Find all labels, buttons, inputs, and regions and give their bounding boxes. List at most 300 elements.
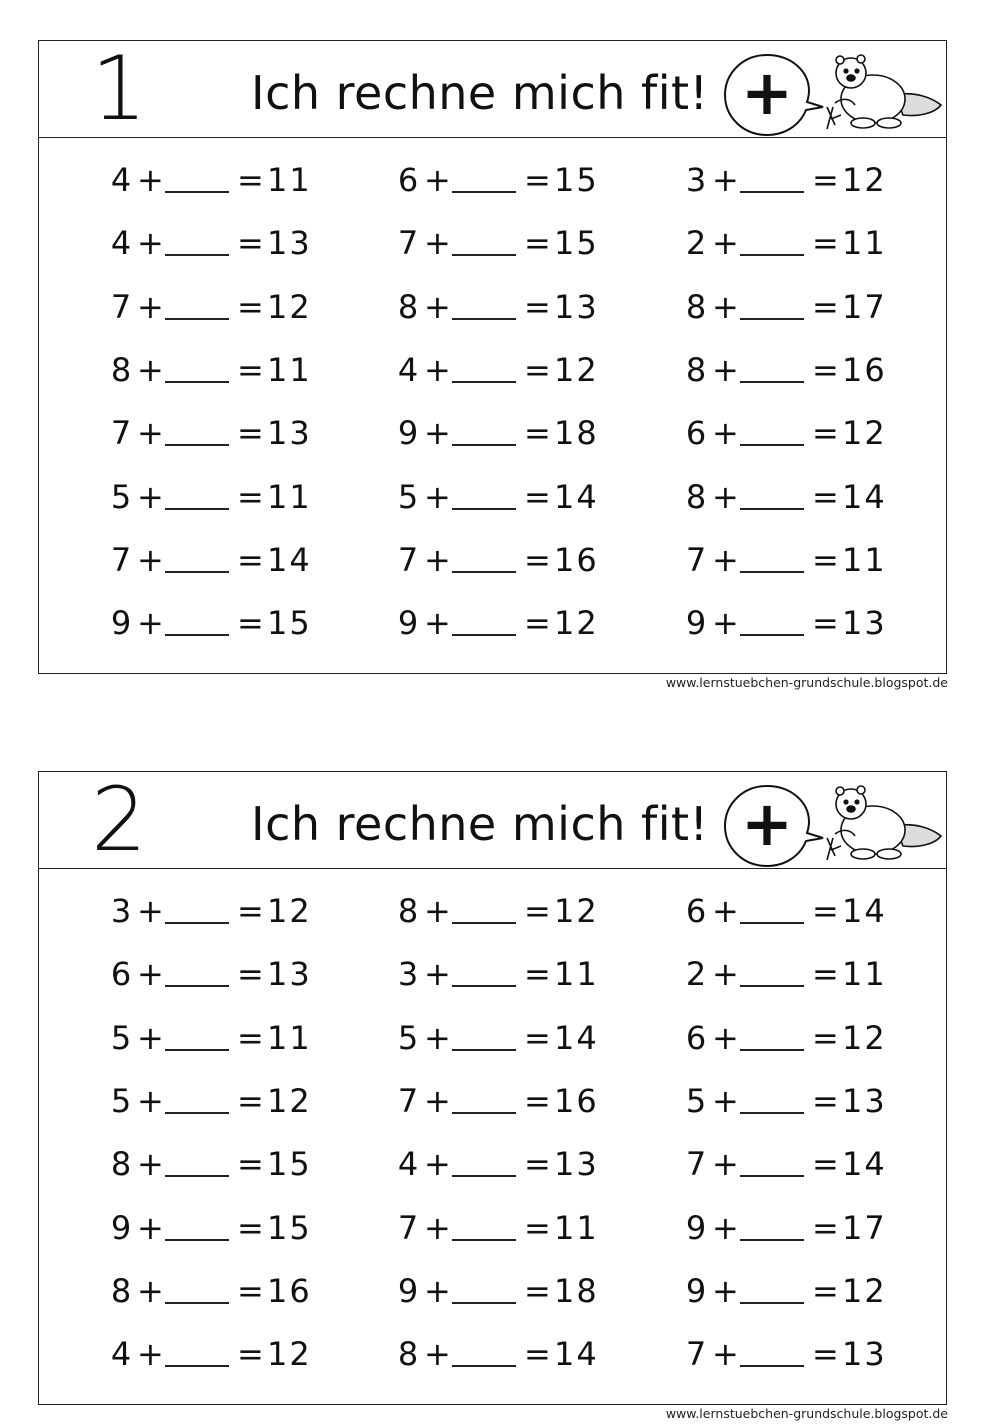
first-addend: 7 [110, 414, 132, 453]
answer-blank[interactable] [740, 444, 804, 446]
addition-task [109, 886, 369, 936]
plus-sign: + [137, 350, 164, 389]
first-addend: 8 [110, 1145, 132, 1184]
plus-sign: + [424, 224, 451, 263]
equals-sign: = [524, 1335, 551, 1374]
answer-blank[interactable] [165, 985, 229, 987]
plus-sign: + [712, 1271, 739, 1310]
first-addend: 9 [685, 1208, 707, 1247]
plus-sign: + [424, 1018, 451, 1057]
beaver-icon [827, 55, 941, 129]
sum-value: 11 [267, 350, 312, 389]
addition-task [109, 1076, 369, 1126]
answer-blank[interactable] [165, 318, 229, 320]
sum-value: 11 [842, 540, 887, 579]
first-addend: 7 [110, 287, 132, 326]
plus-sign: + [424, 1145, 451, 1184]
equals-sign: = [524, 287, 551, 326]
worksheet-header [39, 37, 946, 140]
addition-task [684, 1329, 944, 1379]
answer-blank[interactable] [740, 191, 804, 193]
plus-sign: + [712, 1018, 739, 1057]
equals-sign: = [812, 1271, 839, 1310]
equals-sign: = [237, 161, 264, 199]
first-addend: 6 [685, 892, 707, 930]
addition-task [396, 886, 656, 936]
equals-sign: = [237, 892, 264, 930]
answer-blank[interactable] [740, 254, 804, 256]
answer-blank[interactable] [165, 571, 229, 573]
addition-task [109, 345, 369, 395]
addition-task [684, 886, 944, 936]
first-addend: 8 [397, 287, 419, 326]
sum-value: 17 [842, 287, 887, 326]
sum-value: 12 [842, 161, 887, 199]
equals-sign: = [812, 1081, 839, 1120]
equals-sign: = [237, 1208, 264, 1247]
plus-sign: + [712, 540, 739, 579]
addition-task [684, 1139, 944, 1189]
equals-sign: = [812, 604, 839, 643]
sum-value: 11 [267, 1018, 312, 1057]
first-addend: 9 [397, 1271, 419, 1310]
answer-blank[interactable] [740, 1112, 804, 1114]
sum-value: 13 [842, 1335, 887, 1374]
equals-sign: = [237, 287, 264, 326]
sum-value: 13 [554, 287, 599, 326]
addition-task [684, 155, 944, 205]
sum-value: 12 [554, 350, 599, 389]
first-addend: 4 [110, 224, 132, 263]
answer-blank[interactable] [165, 1239, 229, 1241]
answer-blank[interactable] [452, 1365, 516, 1367]
addition-task [109, 1203, 369, 1253]
answer-blank[interactable] [740, 1049, 804, 1051]
sum-value: 14 [554, 1018, 599, 1057]
addition-task [396, 155, 656, 205]
equals-sign: = [524, 1081, 551, 1120]
plus-sign: + [712, 1208, 739, 1247]
equals-sign: = [524, 1208, 551, 1247]
addition-task [109, 472, 369, 522]
sum-value: 12 [842, 1271, 887, 1310]
first-addend: 9 [110, 1208, 132, 1247]
answer-blank[interactable] [740, 922, 804, 924]
sum-value: 12 [267, 892, 312, 930]
answer-blank[interactable] [165, 1112, 229, 1114]
plus-symbol: + [741, 787, 793, 860]
addition-task [396, 1013, 656, 1063]
addition-task [396, 345, 656, 395]
sum-value: 16 [554, 540, 599, 579]
plus-beaver-badge [723, 778, 945, 870]
plus-sign: + [712, 287, 739, 326]
addition-task [109, 1329, 369, 1379]
addition-task [396, 1203, 656, 1253]
sum-value: 13 [267, 414, 312, 453]
plus-sign: + [712, 892, 739, 930]
equals-sign: = [237, 1018, 264, 1057]
sum-value: 16 [554, 1081, 599, 1120]
addition-task [684, 949, 944, 999]
sum-value: 12 [554, 604, 599, 643]
addition-task [396, 1329, 656, 1379]
plus-sign: + [137, 1208, 164, 1247]
equals-sign: = [812, 1208, 839, 1247]
first-addend: 9 [685, 604, 707, 643]
equals-sign: = [524, 224, 551, 263]
equals-sign: = [237, 1145, 264, 1184]
plus-sign: + [712, 414, 739, 453]
answer-blank[interactable] [165, 634, 229, 636]
answer-blank[interactable] [452, 254, 516, 256]
answer-blank[interactable] [452, 1175, 516, 1177]
first-addend: 7 [685, 1145, 707, 1184]
addition-task [109, 1266, 369, 1316]
addition-task [684, 1076, 944, 1126]
first-addend: 5 [110, 1081, 132, 1120]
first-addend: 6 [685, 1018, 707, 1057]
plus-sign: + [137, 477, 164, 516]
worksheet-header [39, 768, 946, 871]
sum-value: 13 [842, 1081, 887, 1120]
sum-value: 18 [554, 414, 599, 453]
equals-sign: = [237, 350, 264, 389]
equals-sign: = [237, 224, 264, 263]
first-addend: 7 [397, 1208, 419, 1247]
answer-blank[interactable] [452, 444, 516, 446]
sum-value: 14 [842, 477, 887, 516]
addition-task [109, 218, 369, 268]
addition-task [109, 535, 369, 585]
answer-blank[interactable] [740, 381, 804, 383]
answer-blank[interactable] [740, 634, 804, 636]
first-addend: 6 [397, 161, 419, 199]
plus-sign: + [712, 1145, 739, 1184]
plus-sign: + [137, 1145, 164, 1184]
equals-sign: = [812, 414, 839, 453]
answer-blank[interactable] [452, 381, 516, 383]
equals-sign: = [237, 1271, 264, 1310]
first-addend: 9 [110, 604, 132, 643]
answer-blank[interactable] [165, 444, 229, 446]
addition-task [396, 535, 656, 585]
sum-value: 12 [267, 1081, 312, 1120]
answer-blank[interactable] [740, 1175, 804, 1177]
addition-task [396, 472, 656, 522]
addition-task [684, 472, 944, 522]
equals-sign: = [524, 161, 551, 199]
equals-sign: = [812, 1018, 839, 1057]
sum-value: 14 [554, 477, 599, 516]
answer-blank[interactable] [740, 1302, 804, 1304]
plus-beaver-badge [723, 47, 945, 139]
sum-value: 15 [267, 604, 312, 643]
plus-sign: + [424, 414, 451, 453]
equals-sign: = [812, 287, 839, 326]
first-addend: 6 [110, 955, 132, 994]
sum-value: 12 [267, 287, 312, 326]
answer-blank[interactable] [740, 508, 804, 510]
equals-sign: = [812, 161, 839, 199]
plus-sign: + [424, 604, 451, 643]
equals-sign: = [524, 1271, 551, 1310]
sum-value: 15 [267, 1145, 312, 1184]
sum-value: 14 [842, 892, 887, 930]
answer-blank[interactable] [740, 571, 804, 573]
beaver-icon [827, 786, 941, 860]
addition-task [684, 345, 944, 395]
plus-sign: + [424, 1335, 451, 1374]
plus-sign: + [712, 1335, 739, 1374]
first-addend: 2 [685, 955, 707, 994]
addition-task [109, 598, 369, 648]
sum-value: 15 [267, 1208, 312, 1247]
answer-blank[interactable] [452, 1302, 516, 1304]
plus-sign: + [137, 955, 164, 994]
first-addend: 2 [685, 224, 707, 263]
first-addend: 7 [685, 1335, 707, 1374]
sum-value: 11 [267, 161, 312, 199]
answer-blank[interactable] [740, 1365, 804, 1367]
plus-sign: + [712, 955, 739, 994]
answer-blank[interactable] [165, 508, 229, 510]
first-addend: 6 [685, 414, 707, 453]
plus-sign: + [712, 350, 739, 389]
sum-value: 13 [267, 224, 312, 263]
equals-sign: = [237, 1335, 264, 1374]
answer-blank[interactable] [452, 922, 516, 924]
equals-sign: = [524, 604, 551, 643]
equals-sign: = [237, 414, 264, 453]
plus-sign: + [137, 604, 164, 643]
answer-blank[interactable] [740, 985, 804, 987]
equals-sign: = [812, 1145, 839, 1184]
answer-blank[interactable] [165, 191, 229, 193]
equals-sign: = [524, 414, 551, 453]
equals-sign: = [524, 1018, 551, 1057]
first-addend: 7 [397, 224, 419, 263]
plus-sign: + [424, 477, 451, 516]
first-addend: 7 [685, 540, 707, 579]
plus-sign: + [712, 161, 739, 199]
answer-blank[interactable] [452, 1112, 516, 1114]
first-addend: 9 [397, 414, 419, 453]
sum-value: 12 [267, 1335, 312, 1374]
plus-sign: + [712, 224, 739, 263]
first-addend: 8 [685, 477, 707, 516]
first-addend: 8 [685, 350, 707, 389]
equals-sign: = [812, 540, 839, 579]
first-addend: 4 [110, 1335, 132, 1374]
addition-task [684, 535, 944, 585]
equals-sign: = [812, 892, 839, 930]
answer-blank[interactable] [452, 634, 516, 636]
plus-sign: + [137, 414, 164, 453]
sum-value: 11 [267, 477, 312, 516]
addition-task [684, 1266, 944, 1316]
equals-sign: = [812, 1335, 839, 1374]
equals-sign: = [524, 477, 551, 516]
first-addend: 9 [685, 1271, 707, 1310]
first-addend: 5 [110, 1018, 132, 1057]
answer-blank[interactable] [740, 318, 804, 320]
plus-sign: + [424, 540, 451, 579]
sum-value: 11 [842, 224, 887, 263]
plus-sign: + [137, 287, 164, 326]
plus-sign: + [424, 287, 451, 326]
plus-symbol: + [741, 56, 793, 129]
plus-sign: + [137, 892, 164, 930]
answer-blank[interactable] [452, 508, 516, 510]
addition-task [109, 408, 369, 458]
first-addend: 5 [110, 477, 132, 516]
equals-sign: = [524, 892, 551, 930]
answer-blank[interactable] [165, 1302, 229, 1304]
footer-url: www.lernstuebchen-grundschule.blogspot.de [665, 675, 948, 690]
equals-sign: = [524, 350, 551, 389]
worksheet-1 [38, 37, 947, 674]
addition-task [396, 218, 656, 268]
first-addend: 8 [397, 1335, 419, 1374]
answer-blank[interactable] [165, 1049, 229, 1051]
equals-sign: = [237, 604, 264, 643]
equals-sign: = [524, 540, 551, 579]
equals-sign: = [237, 955, 264, 994]
sum-value: 13 [554, 1145, 599, 1184]
plus-sign: + [712, 1081, 739, 1120]
plus-sign: + [137, 224, 164, 263]
plus-sign: + [424, 350, 451, 389]
addition-task [684, 598, 944, 648]
sum-value: 17 [842, 1208, 887, 1247]
plus-sign: + [424, 892, 451, 930]
addition-task [684, 1013, 944, 1063]
first-addend: 5 [397, 1018, 419, 1057]
plus-sign: + [137, 1081, 164, 1120]
worksheet-title: Ich rechne mich fit! [251, 66, 709, 120]
equals-sign: = [237, 1081, 264, 1120]
first-addend: 8 [397, 892, 419, 930]
addition-task [396, 1266, 656, 1316]
sum-value: 15 [554, 224, 599, 263]
plus-sign: + [137, 1271, 164, 1310]
sum-value: 16 [267, 1271, 312, 1310]
equals-sign: = [812, 955, 839, 994]
first-addend: 7 [397, 1081, 419, 1120]
first-addend: 5 [685, 1081, 707, 1120]
plus-sign: + [424, 1271, 451, 1310]
plus-sign: + [137, 540, 164, 579]
sum-value: 13 [267, 955, 312, 994]
answer-blank[interactable] [165, 1365, 229, 1367]
sum-value: 18 [554, 1271, 599, 1310]
sum-value: 12 [842, 1018, 887, 1057]
addition-task [109, 1013, 369, 1063]
first-addend: 5 [397, 477, 419, 516]
addition-task [109, 155, 369, 205]
addition-task [396, 949, 656, 999]
answer-blank[interactable] [165, 1175, 229, 1177]
first-addend: 7 [397, 540, 419, 579]
addition-task [684, 1203, 944, 1253]
answer-blank[interactable] [452, 191, 516, 193]
plus-sign: + [137, 161, 164, 199]
sum-value: 12 [842, 414, 887, 453]
answer-blank[interactable] [452, 1049, 516, 1051]
equals-sign: = [524, 1145, 551, 1184]
addition-task [109, 282, 369, 332]
answer-blank[interactable] [165, 381, 229, 383]
sum-value: 11 [842, 955, 887, 994]
addition-task [109, 949, 369, 999]
plus-sign: + [424, 161, 451, 199]
sum-value: 12 [554, 892, 599, 930]
answer-blank[interactable] [165, 922, 229, 924]
equals-sign: = [237, 540, 264, 579]
sum-value: 11 [554, 955, 599, 994]
sum-value: 15 [554, 161, 599, 199]
sum-value: 16 [842, 350, 887, 389]
plus-sign: + [137, 1335, 164, 1374]
first-addend: 9 [397, 604, 419, 643]
worksheet-number: 1 [91, 37, 147, 140]
first-addend: 7 [110, 540, 132, 579]
plus-sign: + [424, 1208, 451, 1247]
sum-value: 14 [267, 540, 312, 579]
first-addend: 4 [397, 1145, 419, 1184]
equals-sign: = [524, 955, 551, 994]
plus-sign: + [712, 477, 739, 516]
answer-blank[interactable] [452, 985, 516, 987]
addition-task [396, 282, 656, 332]
answer-blank[interactable] [165, 254, 229, 256]
sum-value: 11 [554, 1208, 599, 1247]
first-addend: 3 [685, 161, 707, 199]
addition-task [396, 408, 656, 458]
sum-value: 14 [554, 1335, 599, 1374]
addition-task [396, 1139, 656, 1189]
addition-task [684, 282, 944, 332]
worksheet-number: 2 [91, 768, 147, 871]
first-addend: 4 [110, 161, 132, 199]
equals-sign: = [812, 350, 839, 389]
worksheet-title: Ich rechne mich fit! [251, 797, 709, 851]
plus-sign: + [424, 1081, 451, 1120]
addition-task [109, 1139, 369, 1189]
first-addend: 8 [110, 350, 132, 389]
sum-value: 13 [842, 604, 887, 643]
equals-sign: = [237, 477, 264, 516]
first-addend: 8 [685, 287, 707, 326]
equals-sign: = [812, 477, 839, 516]
answer-blank[interactable] [740, 1239, 804, 1241]
addition-task [684, 218, 944, 268]
addition-task [684, 408, 944, 458]
first-addend: 3 [110, 892, 132, 930]
answer-blank[interactable] [452, 318, 516, 320]
equals-sign: = [812, 224, 839, 263]
footer-url: www.lernstuebchen-grundschule.blogspot.de [665, 1406, 948, 1421]
sum-value: 14 [842, 1145, 887, 1184]
addition-task [396, 598, 656, 648]
first-addend: 8 [110, 1271, 132, 1310]
addition-task [396, 1076, 656, 1126]
plus-sign: + [424, 955, 451, 994]
answer-blank[interactable] [452, 571, 516, 573]
answer-blank[interactable] [452, 1239, 516, 1241]
plus-sign: + [137, 1018, 164, 1057]
